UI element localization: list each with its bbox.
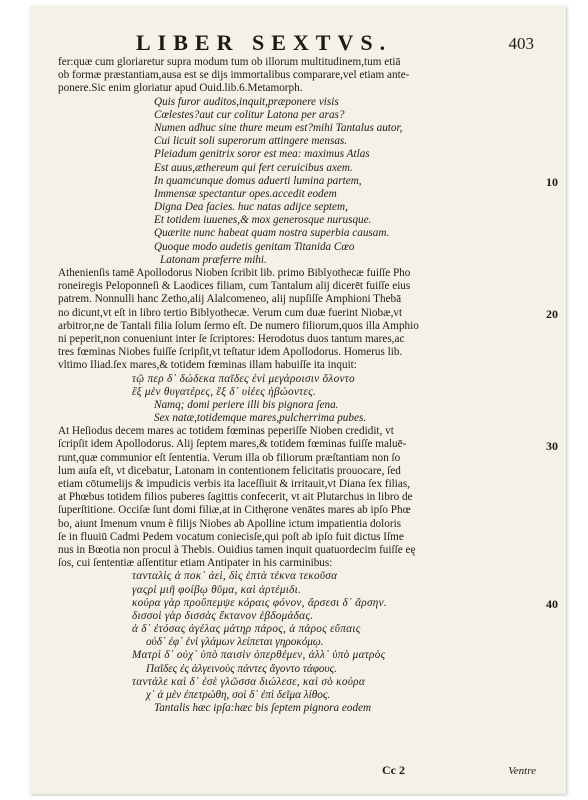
running-head: LIBER SEXTVS.	[136, 30, 393, 55]
prose-line: no dicunt,vt eſt in libro tertio Biblyothecæ. Verum cum duæ fuerint Niobæ,vt	[58, 306, 403, 319]
verse-line: Immensæ spectantur opes.accedit eodem	[154, 187, 337, 200]
prose-line: ſos, cui ſententiæ aſſentitur etiam Antipater in his carminibus:	[58, 557, 333, 570]
verse-line: Numen adhuc sine thure meum est?mihi Tantalus autor,	[154, 121, 403, 134]
prose-line: arbitror,ne de Tantali filia ſolum ſermo eſt. De numero filiorum,quos illa Amphio	[58, 319, 419, 332]
prose-line: Athenienſis tamē Apollodorus Nioben ſcribit lib. primo Biblyothecæ fuiſſe Pho	[58, 267, 411, 279]
page-header	[30, 16, 566, 54]
verse-line: Cui licuit soli superorum attingere mensas.	[154, 135, 348, 148]
greek-verse-line: κούρα γὰρ προὔπεμψε κόραις φόνον, ἄρσεσι δ᾽ ἄρσην.	[132, 596, 388, 609]
prose-line: ni peperit,non conueniunt inter ſe ſcriptores: Herodotus duos tantum mares,ac	[58, 332, 405, 345]
prose-line: ſe in fluuiū Cadmi Pedem vocatum coniecisſe,qui poſt ab ipſo fuit dictus Iſme	[58, 530, 404, 543]
greek-verse-line: χ᾽ ἁ μὲν ἐπετρώθη, σοὶ δ᾽ ἐπὶ δεῖμα λίθος.	[146, 689, 331, 701]
greek-verse-line: ταντάλε καὶ δ᾽ ἐσὲ γλῶσσα διώλεσε, καὶ σὸ κούρα	[132, 675, 366, 688]
verse-line: Quærite nunc habeat quam nostra superbia causam.	[154, 227, 390, 240]
signature-mark: Cc 2	[382, 763, 405, 777]
greek-verse-line: τῷ περ δ᾽ δώδεκα παῖδες ἐνὶ μεγάροισιν ὄλοντο	[132, 372, 355, 385]
prose-line: tres fœminas Niobes fuiſſe ſcripſit,vt teſtatur idem Apollodorus. Homerus lib.	[58, 346, 403, 359]
book-page	[30, 6, 566, 794]
prose-line: ponere.Sic enim gloriatur apud Ouid.lib.6.Metamorph.	[58, 82, 303, 95]
page-number: 403	[508, 34, 534, 53]
prose-line: fer:quæ cum gloriaretur supra modum tum ob illorum multitudinem,tum etiā	[58, 56, 401, 68]
prose-line: nus in Bœotia non procul à Thebis. Ouidius tamen inquit quatuordecim fuiſſe eę	[58, 543, 416, 556]
page-footer	[58, 763, 536, 781]
verse-line: Quoque modo audetis genitam Titanida Cœo	[154, 240, 355, 253]
greek-verse-line: οὐδ᾽ ἐφ᾽ ἑνὶ γλάμων λείπεται γηροκόμῳ.	[146, 636, 324, 649]
prose-line: ob formæ præstantiam,ausa est se dijs immortalibus comparare,vel etiam ante-	[58, 69, 410, 82]
prose-line: vltimo Iliad.ſex mares,& totidem fœminas illam habuiſſe ita inquit:	[58, 359, 357, 372]
greek-verse-line: γαςρὶ μιῆ φοίβῳ θῦμα, καὶ ἀρτέμιδι.	[132, 583, 302, 596]
prose-line: lum auſa eſt, vt dicebatur, Latonam in contentionem felicitatis prouocare, ſed	[58, 464, 401, 477]
verse-line: Sex natæ,totidemque mares,pulcherrima pubes.	[154, 412, 367, 425]
prose-line: At Heſiodus decem mares ac totidem fœminas peperiſſe Nioben credidit, vt	[58, 425, 394, 438]
prose-line: ſuperſtitione. Occiſæ ſunt domi filiæ,at in Cithęrone venātes mares ab ipſo Phœ	[58, 504, 411, 517]
prose-line: ſcripſit idem Apollodorus. Alij ſeptem mares,& totidem fœminas fuiſſe maluē-	[58, 438, 407, 451]
verse-line: Quis furor auditos,inquit,præponere visis	[154, 95, 339, 108]
verse-line: Latonam præferre mihi.	[160, 253, 267, 266]
verse-line: Cœlestes?aut cur colitur Latona per aras?	[154, 108, 345, 121]
greek-verse-line: ἓξ μὲν θυγατέρες, ἓξ δ᾽ υἱέες ἡβώοντες.	[132, 385, 317, 398]
margin-line-number: 20	[546, 306, 558, 321]
prose-line: patrem. Nonnulli hanc Zetho,alij Alalcomeneo, alij nupſiſſe Amphioni Thebā	[58, 293, 402, 306]
margin-line-number: 40	[546, 597, 558, 612]
margin-line-number: 10	[546, 174, 558, 189]
verse-line: In quamcunque domus aduerti lumina partem,	[154, 174, 362, 187]
prose-line: runt,quæ communior eſt ſententia. Verum illa ob filiorum præſtantiam non ſo	[58, 451, 401, 464]
prose-line: roneiregis Peloponneſi & Laodices filiam, cum Tantalum alij dicerēt fuiſſe eius	[58, 280, 411, 293]
text-body	[58, 56, 524, 715]
greek-verse-line: ἁ δ᾽ ἐτόσας ἀγέλας μάτηρ πάρος, ἁ πάρος εὔπαις	[132, 623, 361, 636]
prose-line: bo, aiunt Imenum vnum è filijs Niobes ab Apolline ictum impatientia doloris	[58, 517, 402, 530]
greek-verse-line: δισσοὶ γὰρ δισσὰς ἔκτανον ἑβδομάδας.	[132, 609, 314, 622]
greek-verse-line: Παῖδες ἐς ἀλγεινοὺς πάντες ἄγοντο τάφους.	[146, 662, 337, 675]
verse-line: Pleiadum genitrix soror est mea: maximus Atlas	[154, 148, 370, 161]
verse-line: Tantalis hæc ipſa:hæc bis ſeptem pignora eodem	[154, 702, 372, 715]
verse-line: Namq; domi periere illi bis pignora ſena.	[154, 398, 339, 411]
greek-verse-line: τανταλὶς ἁ ποκ᾽ ἀεὶ, δὶς ἑπτὰ τέκνα τεκοῦσα	[132, 570, 338, 583]
verse-line: Est auus,æthereum qui fert ceruicibus axem.	[154, 161, 353, 174]
verse-line: Et totidem iuuenes,& mox generosque nurusque.	[154, 214, 372, 227]
catchword: Ventre	[508, 765, 536, 777]
margin-line-number: 30	[546, 438, 558, 453]
prose-line: at Phœbus totidem filios puberes ſagittis confecerit, vt ait Plutarchus in libro de	[58, 491, 413, 504]
prose-line: etiam cōtumelijs & impudicis verbis ita laceſſiuit & irritauit,vt Diana ſex filias,	[58, 478, 411, 490]
verse-line: Digna Dea facies. huc natas adijce septem,	[154, 201, 348, 214]
greek-verse-line: Ματρὶ δ᾽ οὐχ᾽ ὑπὸ παισὶν ὀπερθέμεν, ἀλλ᾽ ὑπὸ ματρὸς	[132, 649, 386, 662]
